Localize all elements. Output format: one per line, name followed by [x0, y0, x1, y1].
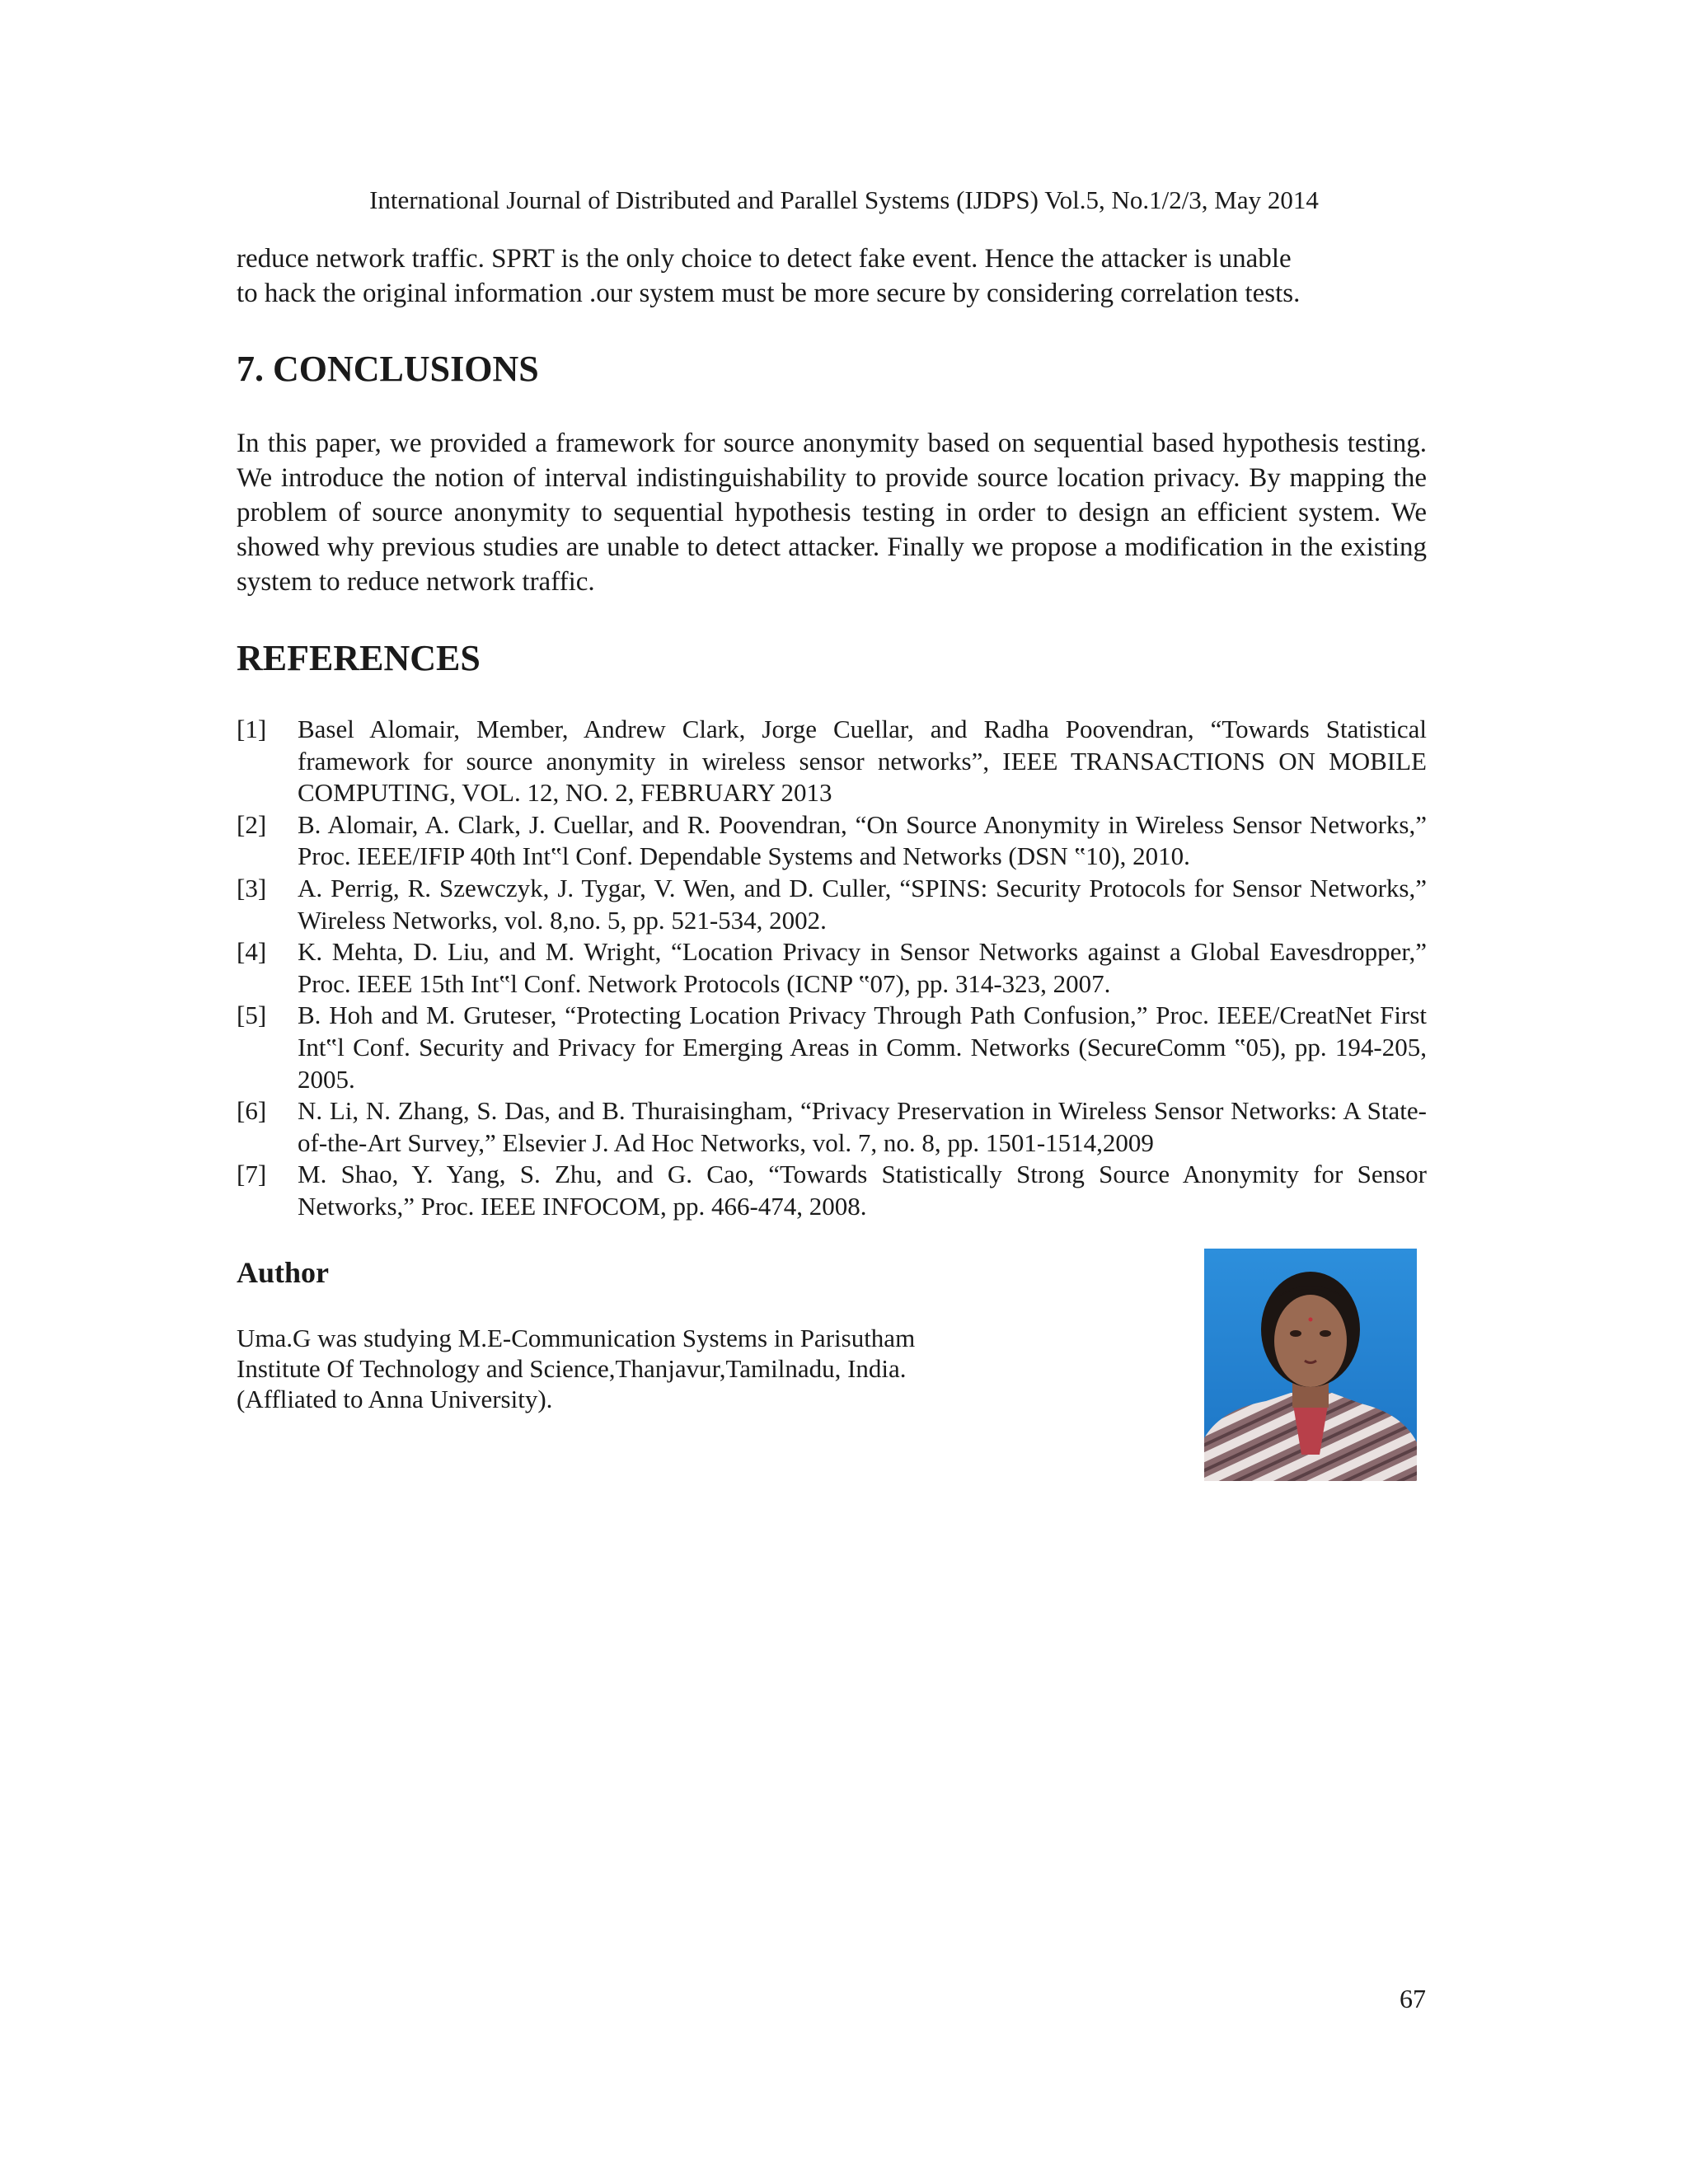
reference-text: N. Li, N. Zhang, S. Das, and B. Thuraisingham, “Privacy Preservation in Wireless Sensor Networks: A State-of-the-Art Survey,” Elsevier J. Ad Hoc Networks, vol. 7, no. 8, pp. 1501-1514,2009 — [298, 1096, 1427, 1157]
reference-number: [5] — [237, 1001, 267, 1030]
references-heading: REFERENCES — [237, 638, 481, 678]
reference-number: [1] — [237, 715, 267, 743]
intro-line: to hack the original information .our system must be more secure by considering correlation tests. — [237, 279, 1301, 308]
reference-text: A. Perrig, R. Szewczyk, J. Tygar, V. Wen, and D. Culler, “SPINS: Security Protocols for Sensor Networks,” Wireless Networks, vol. 8,no. 5, pp. 521-534, 2002. — [298, 873, 1427, 935]
author-heading: Author — [237, 1256, 330, 1289]
reference-number: [6] — [237, 1096, 267, 1126]
reference-text: K. Mehta, D. Liu, and M. Wright, “Location Privacy in Sensor Networks against a Global Eavesdropper,” Proc. IEEE 15th Int‟l Conf. Network Protocols (ICNP ‟07), pp. 314-323, 2007. — [298, 937, 1427, 998]
reference-item — [237, 936, 1427, 1000]
reference-item — [237, 873, 1427, 936]
reference-text: B. Hoh and M. Gruteser, “Protecting Location Privacy Through Path Confusion,” Proc. IEEE/CreatNet First Int‟l Conf. Security and Privacy for Emerging Areas in Comm. Networks (SecureComm ‟05), pp. 194-205, 2005. — [298, 1001, 1427, 1094]
page-number: 67 — [1400, 1984, 1426, 2013]
reference-list — [237, 714, 1427, 1223]
author-bio — [237, 1323, 1011, 1414]
reference-number: [2] — [237, 809, 267, 839]
author-bio-line: Uma.G was studying M.E-Communication Systems in Parisutham — [237, 1324, 916, 1352]
reference-number: [7] — [237, 1160, 267, 1189]
reference-number: [3] — [237, 873, 267, 902]
reference-number: [4] — [237, 937, 267, 967]
author-photo — [1204, 1249, 1417, 1481]
intro-paragraph — [237, 241, 1427, 311]
journal-header: International Journal of Distributed and Parallel Systems (IJDPS) Vol.5, No.1/2/3, May 2014 — [369, 185, 1319, 214]
conclusions-paragraph: In this paper, we provided a framework for source anonymity based on sequential based hypothesis testing. We introduce the notion of interval indistinguishability to provide source location privacy. By mapping the problem of source anonymity to sequential hypothesis testing in order to design an efficient system. We showed why previous studies are unable to detect attacker. Finally we propose a modification in the existing system to reduce network traffic. — [237, 429, 1427, 597]
reference-text: M. Shao, Y. Yang, S. Zhu, and G. Cao, “Towards Statistically Strong Source Anonymity for Sensor Networks,” Proc. IEEE INFOCOM, pp. 466-474, 2008. — [298, 1160, 1427, 1221]
reference-item — [237, 1095, 1427, 1159]
reference-item — [237, 809, 1427, 873]
reference-item — [237, 1159, 1427, 1222]
reference-item — [237, 1000, 1427, 1095]
reference-text: Basel Alomair, Member, Andrew Clark, Jorge Cuellar, and Radha Poovendran, “Towards Statistical framework for source anonymity in wireless sensor networks”, IEEE TRANSACTIONS ON MOBILE COMPUTING, VOL. 12, NO. 2, FEBRUARY 2013 — [298, 715, 1427, 808]
intro-line: reduce network traffic. SPRT is the only choice to detect fake event. Hence the attacker is unable — [237, 244, 1292, 274]
conclusions-heading: 7. CONCLUSIONS — [237, 349, 539, 389]
reference-text: B. Alomair, A. Clark, J. Cuellar, and R. Poovendran, “On Source Anonymity in Wireless Sensor Networks,” Proc. IEEE/IFIP 40th Int‟l Conf. Dependable Systems and Networks (DSN ‟10), 2010. — [298, 809, 1427, 871]
author-bio-line: Institute Of Technology and Science,Thanjavur,Tamilnadu, India. — [237, 1354, 907, 1383]
author-bio-line: (Affliated to Anna University). — [237, 1385, 553, 1413]
reference-item — [237, 714, 1427, 809]
